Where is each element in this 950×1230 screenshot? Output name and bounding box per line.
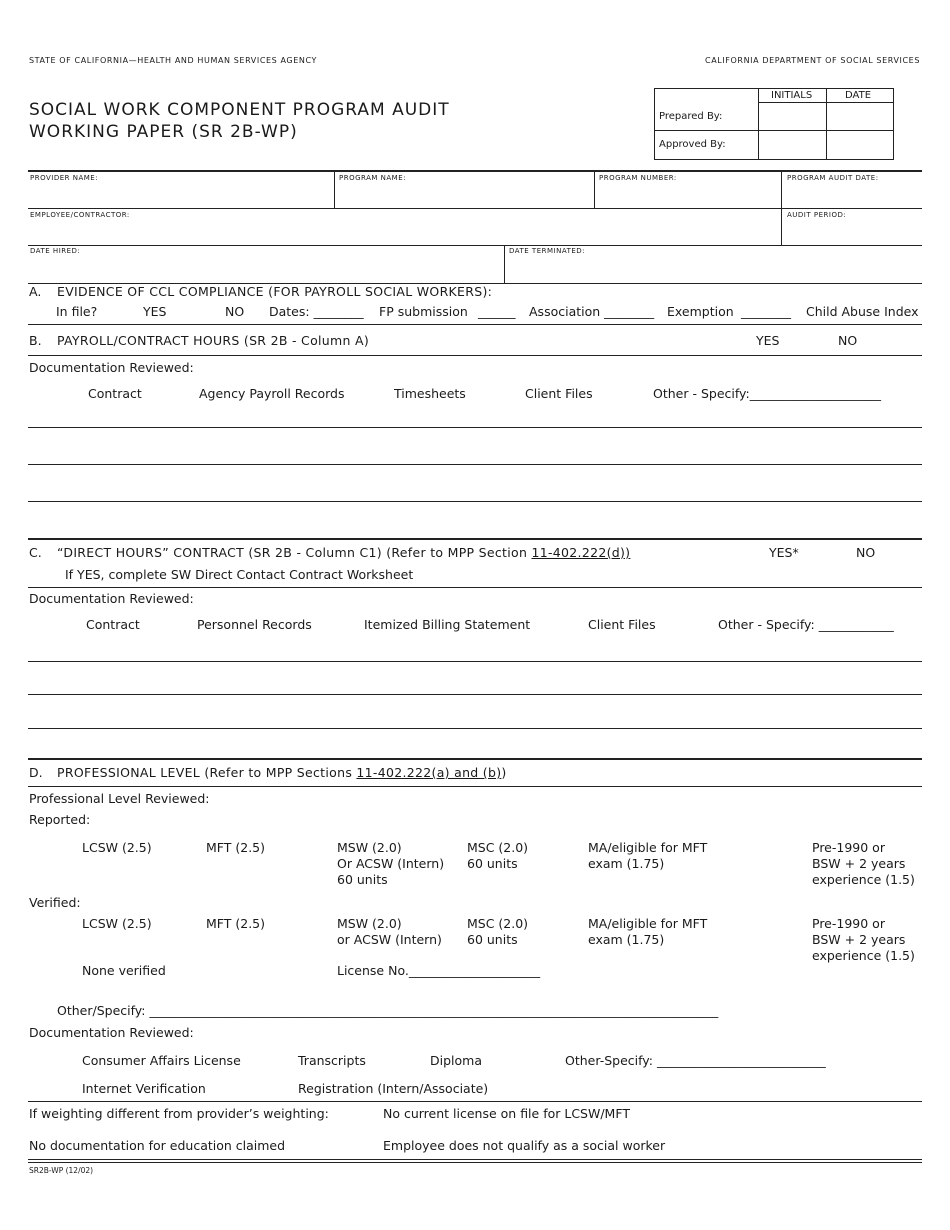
section-a-letter: A. xyxy=(29,284,42,299)
reported-msc[interactable] xyxy=(467,840,528,872)
employee-contractor-label: EMPLOYEE/CONTRACTOR: xyxy=(30,211,130,219)
approved-date-field[interactable] xyxy=(827,131,892,158)
no-documentation-education[interactable]: No documentation for education claimed xyxy=(29,1138,286,1153)
none-verified[interactable]: None verified xyxy=(82,963,166,978)
section-a-no[interactable]: NO xyxy=(225,304,245,319)
provider-name-label: PROVIDER NAME: xyxy=(30,174,99,182)
reported-pre-line3: experience (1.5) xyxy=(812,872,915,887)
section-b-timesheets[interactable]: Timesheets xyxy=(394,386,466,401)
section-d-title xyxy=(57,765,507,780)
reported-lcsw[interactable]: LCSW (2.5) xyxy=(82,840,152,855)
department-name: CALIFORNIA DEPARTMENT OF SOCIAL SERVICES xyxy=(705,56,920,65)
reported-msw-line1: MSW (2.0) xyxy=(337,840,402,855)
provider-name-field[interactable] xyxy=(28,183,332,207)
section-d-title-text: PROFESSIONAL LEVEL (Refer to MPP Sections xyxy=(57,765,357,780)
section-b-yes[interactable]: YES xyxy=(756,333,780,348)
verified-msc[interactable] xyxy=(467,916,528,948)
section-a-in-file: In file? xyxy=(56,304,98,319)
license-number-field[interactable]: License No._____________________ xyxy=(337,963,541,978)
prepared-by-label: Prepared By: xyxy=(659,111,723,122)
section-b-letter: B. xyxy=(29,333,42,348)
form-title-line1: SOCIAL WORK COMPONENT PROGRAM AUDIT xyxy=(29,100,450,120)
section-c-note: If YES, complete SW Direct Contact Contract Worksheet xyxy=(65,567,414,582)
section-b-contract[interactable]: Contract xyxy=(88,386,142,401)
section-b-other-specify[interactable]: Other - Specify:_____________________ xyxy=(653,386,881,401)
approved-initials-field[interactable] xyxy=(759,131,825,158)
employee-contractor-field[interactable] xyxy=(28,220,778,244)
reported-ma-line2: exam (1.75) xyxy=(588,856,665,871)
section-c-other-specify[interactable]: Other - Specify: ____________ xyxy=(718,617,894,632)
section-c-letter: C. xyxy=(29,545,42,560)
section-b-client-files[interactable]: Client Files xyxy=(525,386,593,401)
section-c-notes-line-1[interactable] xyxy=(28,662,922,693)
section-a-child-abuse-index: Child Abuse Index xyxy=(806,304,919,319)
verified-msw-line1: MSW (2.0) xyxy=(337,916,402,931)
reported-msw-line3: 60 units xyxy=(337,872,388,887)
prepared-date-field[interactable] xyxy=(827,103,892,129)
transcripts[interactable]: Transcripts xyxy=(298,1053,366,1068)
section-c-title-text: “DIRECT HOURS” CONTRACT (SR 2B - Column C1) (Refer to MPP Section xyxy=(57,545,532,560)
verified-pre-1990[interactable] xyxy=(812,916,915,964)
reported-msw-line2: Or ACSW (Intern) xyxy=(337,856,445,871)
section-a-title: EVIDENCE OF CCL COMPLIANCE (FOR PAYROLL SOCIAL WORKERS): xyxy=(57,284,493,299)
section-c-contract[interactable]: Contract xyxy=(86,617,140,632)
program-audit-date-label: PROGRAM AUDIT DATE: xyxy=(787,174,879,182)
consumer-affairs-license[interactable]: Consumer Affairs License xyxy=(82,1053,241,1068)
reported-msc-line1: MSC (2.0) xyxy=(467,840,529,855)
section-b-doc-reviewed: Documentation Reviewed: xyxy=(29,360,194,375)
section-a-dates: Dates: ________ xyxy=(269,304,364,319)
verified-msw-line2: or ACSW (Intern) xyxy=(337,932,442,947)
section-c-mpp-ref: 11-402.222(d)) xyxy=(531,545,631,560)
agency-name: STATE OF CALIFORNIA—HEALTH AND HUMAN SERVICES AGENCY xyxy=(29,56,317,65)
date-hired-label: DATE HIRED: xyxy=(30,247,81,255)
section-c-notes-line-2[interactable] xyxy=(28,695,922,727)
no-current-license[interactable]: No current license on file for LCSW/MFT xyxy=(383,1106,630,1121)
weighting-different: If weighting different from provider’s weighting: xyxy=(29,1106,329,1121)
reported-pre-1990[interactable] xyxy=(812,840,915,888)
audit-period-label: AUDIT PERIOD: xyxy=(787,211,847,219)
date-hired-field[interactable] xyxy=(28,256,502,282)
internet-verification[interactable]: Internet Verification xyxy=(82,1081,206,1096)
date-terminated-label: DATE TERMINATED: xyxy=(509,247,586,255)
program-number-label: PROGRAM NUMBER: xyxy=(599,174,677,182)
section-d-mpp-ref: 11-402.222(a) and (b) xyxy=(356,765,502,780)
approved-by-label: Approved By: xyxy=(659,139,726,150)
form-code: SR2B-WP (12/02) xyxy=(29,1166,94,1175)
verified-msw[interactable] xyxy=(337,916,442,948)
not-qualify-social-worker[interactable]: Employee does not qualify as a social worker xyxy=(383,1138,666,1153)
reported-pre-line2: BSW + 2 years xyxy=(812,856,906,871)
section-a-exemption-blank: ________ xyxy=(741,304,791,319)
reported-mft[interactable]: MFT (2.5) xyxy=(206,840,265,855)
verified-lcsw[interactable]: LCSW (2.5) xyxy=(82,916,152,931)
section-c-client-files[interactable]: Client Files xyxy=(588,617,656,632)
audit-period-field[interactable] xyxy=(783,220,921,244)
registration-intern-associate[interactable]: Registration (Intern/Associate) xyxy=(298,1081,489,1096)
section-d-doc-reviewed: Documentation Reviewed: xyxy=(29,1025,194,1040)
section-b-agency-payroll[interactable]: Agency Payroll Records xyxy=(199,386,345,401)
section-d-title-close: ) xyxy=(501,765,507,780)
section-b-notes-line-2[interactable] xyxy=(28,465,922,500)
section-c-title xyxy=(57,545,630,560)
section-a-fp-submission: FP submission xyxy=(379,304,468,319)
verified-ma[interactable] xyxy=(588,916,707,948)
signoff-box xyxy=(654,88,894,160)
verified-mft[interactable]: MFT (2.5) xyxy=(206,916,265,931)
reported-pre-line1: Pre-1990 or xyxy=(812,840,885,855)
initials-header: INITIALS xyxy=(771,90,813,101)
verified-ma-line2: exam (1.75) xyxy=(588,932,665,947)
section-d-letter: D. xyxy=(29,765,43,780)
other-specify-field[interactable]: Other/Specify: ___________________________________________________________________________________________ xyxy=(57,1003,719,1018)
form-title-line2: WORKING PAPER (SR 2B-WP) xyxy=(29,122,298,142)
section-b-no[interactable]: NO xyxy=(838,333,858,348)
program-name-label: PROGRAM NAME: xyxy=(339,174,406,182)
verified-pre-line1: Pre-1990 or xyxy=(812,916,885,931)
section-c-yes[interactable]: YES* xyxy=(769,545,799,560)
section-a-yes[interactable]: YES xyxy=(143,304,167,319)
program-audit-date-field[interactable] xyxy=(783,183,921,207)
verified-pre-line2: BSW + 2 years xyxy=(812,932,906,947)
doc-other-specify[interactable]: Other-Specify: ___________________________ xyxy=(565,1053,826,1068)
reported-msw[interactable] xyxy=(337,840,444,888)
reported-ma-line1: MA/eligible for MFT xyxy=(588,840,708,855)
program-number-field[interactable] xyxy=(596,183,779,207)
verified-ma-line1: MA/eligible for MFT xyxy=(588,916,708,931)
program-name-field[interactable] xyxy=(336,183,592,207)
section-c-no[interactable]: NO xyxy=(856,545,876,560)
reported-ma[interactable] xyxy=(588,840,707,872)
verified-label: Verified: xyxy=(29,895,81,910)
date-header: DATE xyxy=(845,90,872,101)
section-c-doc-reviewed: Documentation Reviewed: xyxy=(29,591,194,606)
verified-pre-line3: experience (1.5) xyxy=(812,948,915,963)
section-c-personnel-records[interactable]: Personnel Records xyxy=(197,617,312,632)
prepared-initials-field[interactable] xyxy=(759,103,825,129)
reported-label: Reported: xyxy=(29,812,91,827)
verified-msc-line2: 60 units xyxy=(467,932,518,947)
date-terminated-field[interactable] xyxy=(506,256,921,282)
section-a-association: Association ________ xyxy=(529,304,655,319)
section-b-notes-line-1[interactable] xyxy=(28,428,922,463)
section-c-itemized-billing[interactable]: Itemized Billing Statement xyxy=(364,617,531,632)
diploma[interactable]: Diploma xyxy=(430,1053,482,1068)
section-b-title: PAYROLL/CONTRACT HOURS (SR 2B - Column A) xyxy=(57,333,370,348)
professional-level-reviewed: Professional Level Reviewed: xyxy=(29,791,210,806)
section-a-fp-blank: ______ xyxy=(478,304,516,319)
verified-msc-line1: MSC (2.0) xyxy=(467,916,529,931)
reported-msc-line2: 60 units xyxy=(467,856,518,871)
section-a-exemption: Exemption xyxy=(667,304,734,319)
